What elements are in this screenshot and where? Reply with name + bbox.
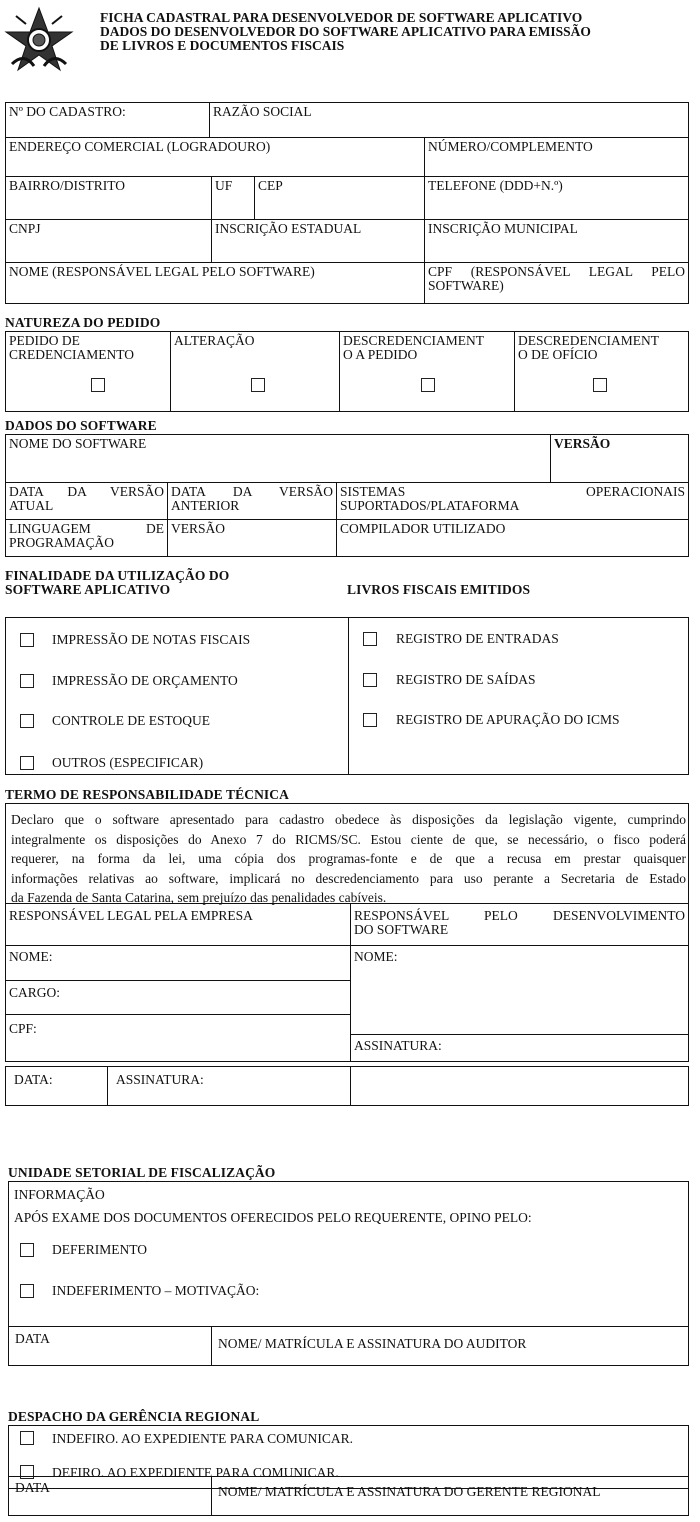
despacho-title: DESPACHO DA GERÊNCIA REGIONAL bbox=[8, 1409, 260, 1424]
versao-label: VERSÃO bbox=[554, 436, 611, 451]
numero-label: NÚMERO/COMPLEMENTO bbox=[428, 139, 593, 154]
header-line-2: DADOS DO DESENVOLVEDOR DO SOFTWARE APLICATIVO PARA EMISSÃO bbox=[100, 24, 591, 40]
livros-title: LIVROS FISCAIS EMITIDOS bbox=[347, 582, 531, 597]
im-label: INSCRIÇÃO MUNICIPAL bbox=[428, 221, 578, 236]
linguagem-l2: PROGRAMAÇÃO bbox=[9, 535, 115, 551]
fin-item-2: IMPRESSÃO DE ORÇAMENTO bbox=[52, 673, 238, 688]
finalidade-title-l2: SOFTWARE APLICATIVO bbox=[5, 582, 171, 598]
data-versao-anterior-l1: DATA DA VERSÃO bbox=[171, 484, 333, 499]
termo-line-1: Declaro que o software apresentado para cadastro obedece às disposições da legislação vigente, cumprindo bbox=[11, 812, 686, 827]
assinatura-dev-label: ASSINATURA: bbox=[354, 1038, 442, 1053]
unidade-title: UNIDADE SETORIAL DE FISCALIZAÇÃO bbox=[8, 1165, 276, 1180]
termo-title: TERMO DE RESPONSABILIDADE TÉCNICA bbox=[5, 787, 289, 802]
indefiro-checkbox[interactable] bbox=[20, 1431, 34, 1445]
livro-item-3: REGISTRO DE APURAÇÃO DO ICMS bbox=[396, 712, 620, 727]
resp-dev-l1: RESPONSÁVEL PELO DESENVOLVIMENTO bbox=[354, 908, 685, 923]
cpf-responsavel-label-1: CPF (RESPONSÁVEL LEGAL PELO bbox=[428, 264, 685, 279]
credenciamento-checkbox[interactable] bbox=[91, 378, 105, 392]
descred-pedido-checkbox[interactable] bbox=[421, 378, 435, 392]
nome-empresa-label: NOME: bbox=[9, 949, 53, 964]
cep-label: CEP bbox=[258, 178, 283, 193]
data-versao-atual-l1: DATA DA VERSÃO bbox=[9, 484, 164, 499]
gerente-label: NOME/ MATRÍCULA E ASSINATURA DO GERENTE REGIONAL bbox=[218, 1484, 601, 1499]
nome-responsavel-label: NOME (RESPONSÁVEL LEGAL PELO SOFTWARE) bbox=[9, 264, 315, 279]
indeferimento-label: INDEFERIMENTO – MOTIVAÇÃO: bbox=[52, 1283, 260, 1298]
nome-dev-label: NOME: bbox=[354, 949, 398, 964]
cargo-label: CARGO: bbox=[9, 985, 61, 1000]
livro-item-3-checkbox[interactable] bbox=[363, 713, 377, 727]
versao2-label: VERSÃO bbox=[171, 521, 226, 536]
fin-item-4: OUTROS (ESPECIFICAR) bbox=[52, 755, 204, 770]
compilador-label: COMPILADOR UTILIZADO bbox=[340, 521, 506, 536]
deferimento-checkbox[interactable] bbox=[20, 1243, 34, 1257]
livro-item-2-checkbox[interactable] bbox=[363, 673, 377, 687]
fin-item-3-checkbox[interactable] bbox=[20, 714, 34, 728]
natureza-opt2: ALTERAÇÃO bbox=[174, 333, 255, 348]
descred-oficio-checkbox[interactable] bbox=[593, 378, 607, 392]
data-versao-atual-l2: ATUAL bbox=[9, 498, 54, 514]
natureza-opt3-l1: DESCREDENCIAMENT bbox=[343, 333, 484, 348]
nome-software-label: NOME DO SOFTWARE bbox=[9, 436, 147, 451]
uf-label: UF bbox=[215, 178, 233, 193]
endereco-label: ENDEREÇO COMERCIAL (LOGRADOURO) bbox=[9, 139, 271, 154]
finalidade-title-l1: FINALIDADE DA UTILIZAÇÃO DO bbox=[5, 568, 230, 583]
sistemas-l1: SISTEMAS OPERACIONAIS bbox=[340, 484, 685, 499]
assinatura-empresa-label: ASSINATURA: bbox=[116, 1072, 204, 1087]
fin-item-4-checkbox[interactable] bbox=[20, 756, 34, 770]
apos-exame-text: APÓS EXAME DOS DOCUMENTOS OFERECIDOS PELO REQUERENTE, OPINO PELO: bbox=[14, 1210, 532, 1225]
termo-line-3: requerer, na forma da lei, uma cópia dos programas-fonte e de que a recusa em prestar quaisquer bbox=[11, 851, 686, 867]
deferimento-label: DEFERIMENTO bbox=[52, 1242, 148, 1257]
fin-item-1-checkbox[interactable] bbox=[20, 633, 34, 647]
data-label: DATA: bbox=[14, 1072, 53, 1087]
resp-empresa-label: RESPONSÁVEL LEGAL PELA EMPRESA bbox=[9, 908, 253, 923]
resp-dev-l2: DO SOFTWARE bbox=[354, 922, 449, 938]
unidade-data-label: DATA bbox=[15, 1331, 50, 1346]
indefiro-label: INDEFIRO. AO EXPEDIENTE PARA COMUNICAR. bbox=[52, 1431, 354, 1446]
natureza-opt1-l2: CREDENCIAMENTO bbox=[9, 347, 135, 363]
termo-line-4: informações relativas ao software, implicará no descredenciamento para uso perante a Secretaria de Estado bbox=[11, 870, 686, 886]
natureza-opt4-l2: O DE OFÍCIO bbox=[518, 347, 598, 363]
software-title: DADOS DO SOFTWARE bbox=[5, 418, 157, 433]
sistemas-l2: SUPORTADOS/PLATAFORMA bbox=[340, 498, 520, 514]
fin-item-1: IMPRESSÃO DE NOTAS FISCAIS bbox=[52, 632, 251, 647]
natureza-opt1-l1: PEDIDO DE bbox=[9, 333, 80, 348]
natureza-opt3-l2: O A PEDIDO bbox=[343, 347, 418, 363]
natureza-title: NATUREZA DO PEDIDO bbox=[5, 315, 161, 330]
termo-line-5: da Fazenda de Santa Catarina, sem prejuízo das penalidades cabíveis. bbox=[11, 890, 387, 906]
natureza-opt4-l1: DESCREDENCIAMENT bbox=[518, 333, 659, 348]
bairro-label: BAIRRO/DISTRITO bbox=[9, 178, 126, 193]
fin-item-2-checkbox[interactable] bbox=[20, 674, 34, 688]
despacho-data-label: DATA bbox=[15, 1480, 50, 1495]
ie-label: INSCRIÇÃO ESTADUAL bbox=[215, 221, 362, 236]
termo-line-2: integralmente os disposições do Anexo 7 do RICMS/SC. Estou ciente de que, se necessário, o fisco poderá bbox=[11, 831, 686, 847]
cnpj-label: CNPJ bbox=[9, 221, 41, 236]
livro-item-1: REGISTRO DE ENTRADAS bbox=[396, 631, 559, 646]
informacao-label: INFORMAÇÃO bbox=[14, 1187, 105, 1202]
cpf-responsavel-label-2: SOFTWARE) bbox=[428, 278, 504, 294]
data-versao-anterior-l2: ANTERIOR bbox=[171, 498, 240, 514]
header-line-3: DE LIVROS E DOCUMENTOS FISCAIS bbox=[100, 38, 345, 54]
cadastro-label: Nº DO CADASTRO: bbox=[9, 104, 126, 119]
defiro-label: DEFIRO. AO EXPEDIENTE PARA COMUNICAR. bbox=[52, 1465, 339, 1480]
livro-item-1-checkbox[interactable] bbox=[363, 632, 377, 646]
telefone-label: TELEFONE (DDD+N.º) bbox=[428, 178, 563, 193]
cpf-label: CPF: bbox=[9, 1021, 37, 1036]
header-line-1: FICHA CADASTRAL PARA DESENVOLVEDOR DE SOFTWARE APLICATIVO bbox=[100, 10, 583, 25]
fin-item-3: CONTROLE DE ESTOQUE bbox=[52, 713, 210, 728]
alteracao-checkbox[interactable] bbox=[251, 378, 265, 392]
livro-item-2: REGISTRO DE SAÍDAS bbox=[396, 672, 536, 687]
indeferimento-checkbox[interactable] bbox=[20, 1284, 34, 1298]
razao-social-label: RAZÃO SOCIAL bbox=[213, 104, 312, 119]
auditor-label: NOME/ MATRÍCULA E ASSINATURA DO AUDITOR bbox=[218, 1336, 527, 1351]
state-emblem bbox=[4, 4, 74, 76]
linguagem-l1: LINGUAGEM DE bbox=[9, 521, 164, 536]
